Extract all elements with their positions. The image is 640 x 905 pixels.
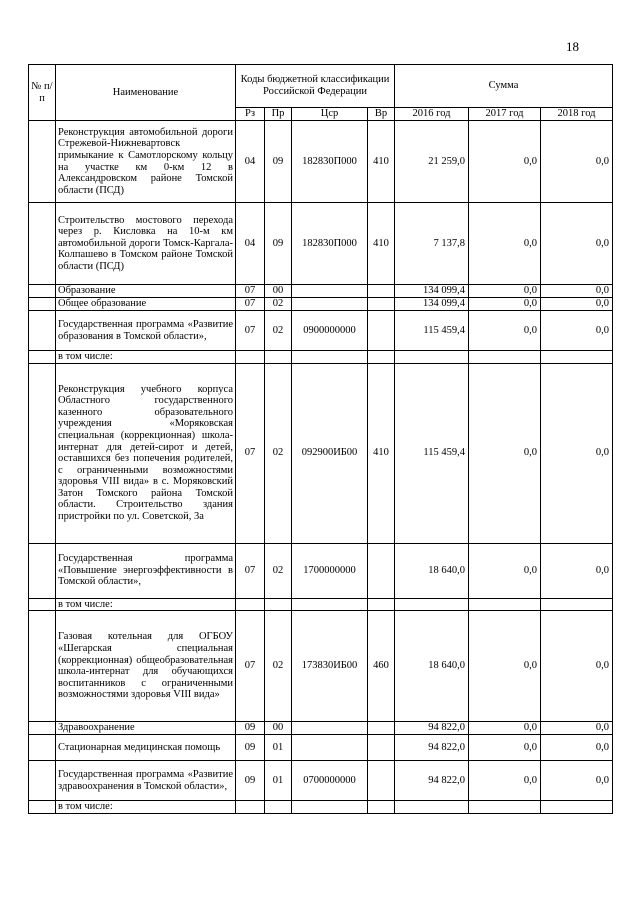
cell-name: Общее образование [56, 298, 236, 311]
table-row [29, 298, 613, 311]
header-number: № п/п [29, 65, 56, 121]
header-budget-codes: Коды бюджетной классификации Российской Федерации [236, 65, 395, 108]
cell-sum-2016: 115 459,4 [395, 311, 469, 351]
cell-rz: 07 [236, 611, 265, 722]
cell-sum-2017: 0,0 [469, 735, 541, 761]
table-row [29, 735, 613, 761]
cell-sum-2018: 0,0 [541, 311, 613, 351]
cell-sum-2016: 94 822,0 [395, 722, 469, 735]
cell-sum-2018: 0,0 [541, 285, 613, 298]
cell-sum-2016 [395, 598, 469, 611]
cell-number [29, 311, 56, 351]
cell-pr: 02 [265, 298, 292, 311]
cell-sum-2016: 94 822,0 [395, 761, 469, 801]
cell-pr: 02 [265, 611, 292, 722]
cell-number [29, 285, 56, 298]
budget-table [28, 64, 613, 814]
cell-name: Здравоохранение [56, 722, 236, 735]
cell-number [29, 598, 56, 611]
cell-rz: 07 [236, 298, 265, 311]
cell-csr [292, 285, 368, 298]
cell-sum-2018: 0,0 [541, 363, 613, 543]
cell-name: в том числе: [56, 351, 236, 364]
cell-csr: 1700000000 [292, 543, 368, 598]
table-row [29, 722, 613, 735]
cell-name: Государственная программа «Повышение энергоэффективности в Томской области», [56, 543, 236, 598]
cell-sum-2018: 0,0 [541, 298, 613, 311]
cell-sum-2017: 0,0 [469, 203, 541, 285]
cell-number [29, 203, 56, 285]
cell-pr: 01 [265, 735, 292, 761]
cell-name: в том числе: [56, 598, 236, 611]
cell-sum-2018: 0,0 [541, 735, 613, 761]
cell-vr: 460 [368, 611, 395, 722]
cell-sum-2018 [541, 801, 613, 814]
cell-pr: 02 [265, 543, 292, 598]
cell-vr [368, 298, 395, 311]
cell-name: Государственная программа «Развитие здравоохранения в Томской области», [56, 761, 236, 801]
cell-number [29, 761, 56, 801]
cell-vr: 410 [368, 363, 395, 543]
cell-vr [368, 598, 395, 611]
cell-rz: 09 [236, 735, 265, 761]
cell-vr [368, 722, 395, 735]
cell-sum-2017: 0,0 [469, 311, 541, 351]
cell-sum-2018: 0,0 [541, 203, 613, 285]
cell-rz: 09 [236, 761, 265, 801]
cell-csr: 182830П000 [292, 203, 368, 285]
cell-vr [368, 761, 395, 801]
table-row [29, 311, 613, 351]
cell-name: Образование [56, 285, 236, 298]
cell-rz: 09 [236, 722, 265, 735]
cell-pr: 00 [265, 285, 292, 298]
header-rz: Рз [236, 108, 265, 121]
table-row [29, 761, 613, 801]
cell-number [29, 363, 56, 543]
cell-sum-2017: 0,0 [469, 722, 541, 735]
cell-vr: 410 [368, 121, 395, 203]
page-number: 18 [566, 39, 579, 54]
cell-sum-2018: 0,0 [541, 611, 613, 722]
cell-sum-2018: 0,0 [541, 543, 613, 598]
cell-number [29, 543, 56, 598]
cell-number [29, 722, 56, 735]
cell-csr: 182830П000 [292, 121, 368, 203]
cell-vr [368, 735, 395, 761]
cell-sum-2018: 0,0 [541, 121, 613, 203]
cell-sum-2017: 0,0 [469, 761, 541, 801]
header-sum: Сумма [395, 65, 613, 108]
cell-sum-2016: 134 099,4 [395, 285, 469, 298]
cell-rz: 07 [236, 311, 265, 351]
cell-sum-2016: 18 640,0 [395, 543, 469, 598]
cell-name: Строительство мостового перехода через р. Кисловка на 10-м км автомобильной дороги Томск-Каргала-Колпашево в Томском районе Томской области (ПСД) [56, 203, 236, 285]
cell-csr: 0900000000 [292, 311, 368, 351]
table-row [29, 363, 613, 543]
cell-sum-2017: 0,0 [469, 298, 541, 311]
cell-rz: 07 [236, 543, 265, 598]
cell-rz [236, 598, 265, 611]
table-row [29, 121, 613, 203]
cell-pr [265, 801, 292, 814]
cell-csr [292, 598, 368, 611]
cell-rz: 07 [236, 363, 265, 543]
cell-csr: 0700000000 [292, 761, 368, 801]
cell-vr [368, 311, 395, 351]
cell-vr [368, 543, 395, 598]
cell-csr [292, 735, 368, 761]
cell-csr [292, 801, 368, 814]
header-pr: Пр [265, 108, 292, 121]
cell-vr [368, 801, 395, 814]
cell-number [29, 121, 56, 203]
cell-name: в том числе: [56, 801, 236, 814]
cell-number [29, 298, 56, 311]
cell-sum-2018 [541, 598, 613, 611]
cell-sum-2017: 0,0 [469, 543, 541, 598]
cell-vr [368, 351, 395, 364]
cell-sum-2017 [469, 351, 541, 364]
cell-csr [292, 298, 368, 311]
cell-sum-2016: 134 099,4 [395, 298, 469, 311]
table-row [29, 598, 613, 611]
table-row [29, 203, 613, 285]
table-row [29, 543, 613, 598]
cell-pr: 02 [265, 311, 292, 351]
cell-number [29, 801, 56, 814]
table-row [29, 351, 613, 364]
cell-rz [236, 351, 265, 364]
cell-sum-2017 [469, 801, 541, 814]
cell-csr [292, 351, 368, 364]
cell-number [29, 735, 56, 761]
cell-sum-2018: 0,0 [541, 722, 613, 735]
cell-sum-2017: 0,0 [469, 121, 541, 203]
cell-name: Государственная программа «Развитие образования в Томской области», [56, 311, 236, 351]
table-row [29, 801, 613, 814]
cell-sum-2017: 0,0 [469, 611, 541, 722]
cell-pr [265, 351, 292, 364]
cell-number [29, 351, 56, 364]
cell-csr [292, 722, 368, 735]
cell-sum-2016: 115 459,4 [395, 363, 469, 543]
cell-sum-2016: 7 137,8 [395, 203, 469, 285]
cell-sum-2018: 0,0 [541, 761, 613, 801]
cell-name: Реконструкция учебного корпуса Областного государственного казенного образовательного учреждения «Моряковская специальная (коррекционная) школа-интернат для детей-сирот и детей, оставшихся без попечения родителей, с ограниченными возможностями здоровья VIII вида» в с. Моряковский Затон Томского района Томской области. Строительство здания пристройки по ул. Советской, 3а [56, 363, 236, 543]
header-csr: Цср [292, 108, 368, 121]
cell-pr: 02 [265, 363, 292, 543]
cell-rz [236, 801, 265, 814]
cell-name: Стационарная медицинская помощь [56, 735, 236, 761]
cell-name: Реконструкция автомобильной дороги Стрежевой-Нижневартовск примыкание к Самотлорскому кольцу на участке км 0-км 12 в Александровском районе Томской области (ПСД) [56, 121, 236, 203]
table-row [29, 611, 613, 722]
cell-sum-2016: 18 640,0 [395, 611, 469, 722]
cell-vr [368, 285, 395, 298]
header-name: Наименование [56, 65, 236, 121]
cell-sum-2017: 0,0 [469, 285, 541, 298]
cell-pr: 01 [265, 761, 292, 801]
cell-pr: 09 [265, 203, 292, 285]
cell-rz: 07 [236, 285, 265, 298]
table-row [29, 285, 613, 298]
cell-sum-2016: 21 259,0 [395, 121, 469, 203]
cell-sum-2016: 94 822,0 [395, 735, 469, 761]
cell-csr: 173830ИБ00 [292, 611, 368, 722]
cell-pr: 00 [265, 722, 292, 735]
cell-sum-2017: 0,0 [469, 363, 541, 543]
header-vr: Вр [368, 108, 395, 121]
cell-rz: 04 [236, 203, 265, 285]
cell-sum-2017 [469, 598, 541, 611]
cell-number [29, 611, 56, 722]
cell-rz: 04 [236, 121, 265, 203]
cell-pr: 09 [265, 121, 292, 203]
cell-pr [265, 598, 292, 611]
cell-sum-2016 [395, 351, 469, 364]
header-2018: 2018 год [541, 108, 613, 121]
cell-vr: 410 [368, 203, 395, 285]
header-2016: 2016 год [395, 108, 469, 121]
cell-sum-2016 [395, 801, 469, 814]
cell-csr: 092900ИБ00 [292, 363, 368, 543]
cell-name: Газовая котельная для ОГБОУ «Шегарская специальная (коррекционная) общеобразовательная школа-интернат для обучающихся воспитанников с ограниченными возможностями здоровья VIII вида» [56, 611, 236, 722]
header-2017: 2017 год [469, 108, 541, 121]
cell-sum-2018 [541, 351, 613, 364]
